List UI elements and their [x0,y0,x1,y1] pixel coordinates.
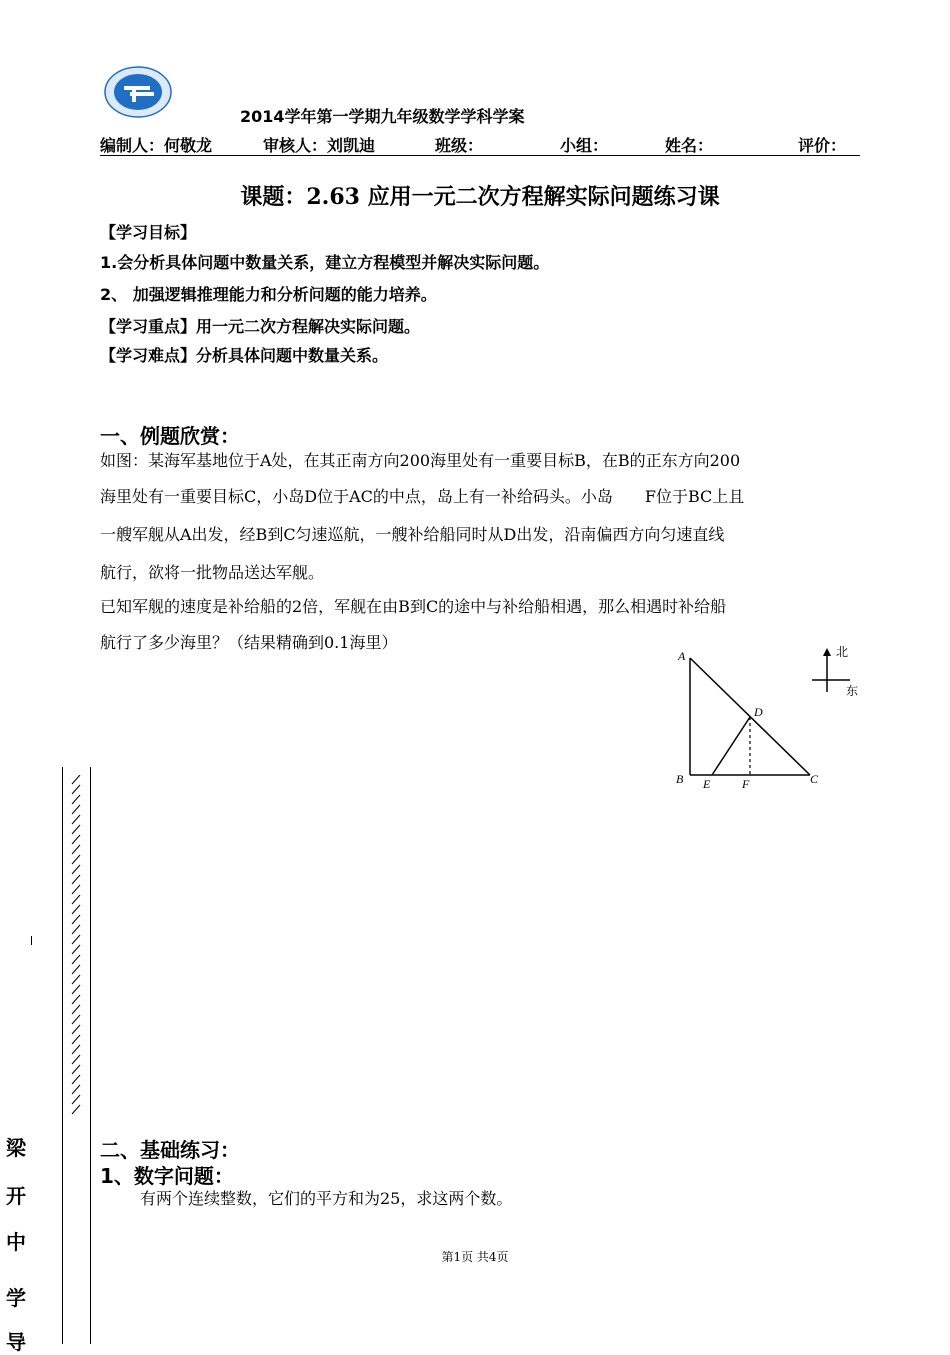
hatch-mark [72,1085,80,1094]
hatch-mark [72,1065,80,1074]
section2-subheading: 1、数字问题： [100,1164,234,1188]
hatch-mark [72,855,80,864]
example-line-1: 如图：某海军基地位于A处，在其正南方向200海里处有一重要目标B，在B的正东方向200 [100,451,741,470]
hatch-mark [72,785,80,794]
hatch-mark [72,1105,80,1114]
rating-label: 评价： [798,136,847,155]
hatch-mark [72,1045,80,1054]
hatch-mark [72,835,80,844]
side-char-2: 开 [6,1184,26,1208]
label-b: B [676,772,684,786]
hatch-mark [72,875,80,884]
label-f: F [742,777,750,791]
hatch-mark [72,895,80,904]
editor-label: 编制人：何敬龙 [100,136,213,155]
hatch-mark [72,795,80,804]
example-line-4: 航行，欲将一批物品送达军舰。 [100,563,325,582]
binding-hatch [66,775,86,1120]
key-point: 【学习重点】用一元二次方程解决实际问题。 [100,317,421,336]
hatch-mark [72,995,80,1004]
example-line-5: 已知军舰的速度是补给船的2倍，军舰在由B到C的途中与补给船相遇，那么相遇时补给船 [100,597,727,616]
lesson-title: 课题：2.63 应用一元二次方程解实际问题练习课 [240,184,720,210]
name-label: 姓名： [665,136,714,155]
hatch-mark [72,935,80,944]
hatch-mark [72,1015,80,1024]
group-label: 小组： [560,136,609,155]
hatch-mark [72,845,80,854]
hatch-mark [72,945,80,954]
compass-east: 东 [846,684,859,698]
hatch-mark [72,975,80,984]
school-logo [104,66,172,118]
hatch-mark [72,815,80,824]
hatch-mark [72,955,80,964]
hatch-mark [72,805,80,814]
number-problem: 有两个连续整数，它们的平方和为25，求这两个数。 [140,1189,513,1208]
hatch-mark [72,1005,80,1014]
label-d: D [754,705,763,719]
example-line-6: 航行了多少海里？（结果精确到0.1海里） [100,633,398,652]
reviewer-label: 审核人：刘凯迪 [263,136,376,155]
section1-heading: 一、例题欣赏： [100,424,240,448]
hatch-mark [72,1025,80,1034]
section2-heading: 二、基础练习： [100,1138,240,1162]
side-char-4: 学 [6,1286,26,1310]
class-label: 班级： [435,136,484,155]
page-footer: 第1页 共4页 [441,1250,509,1264]
difficulty-point: 【学习难点】分析具体问题中数量关系。 [100,346,389,365]
example-line-2: 海里处有一重要目标C，小岛D位于AC的中点，岛上有一补给码头。小岛 F位于BC上且 [100,487,745,506]
goal-item-2: 2、 加强逻辑推理能力和分析问题的能力培养。 [100,285,437,304]
side-char-3: 中 [6,1230,26,1254]
hatch-mark [72,1095,80,1104]
hatch-mark [72,965,80,974]
goals-heading: 【学习目标】 [100,223,197,242]
side-char-5: 导 [6,1330,26,1354]
geometry-diagram [670,640,860,795]
hatch-mark [72,865,80,874]
school-title: 2014学年第一学期九年级数学学科学案 [240,107,525,126]
hatch-mark [72,1075,80,1084]
label-a: A [678,649,686,663]
hatch-mark [72,1055,80,1064]
binding-tick [31,936,32,945]
hatch-mark [72,915,80,924]
hatch-mark [72,985,80,994]
hatch-mark [72,925,80,934]
hatch-mark [72,825,80,834]
hatch-mark [72,905,80,914]
hatch-mark [72,1035,80,1044]
label-c: C [810,772,819,786]
goal-item-1: 1.会分析具体问题中数量关系，建立方程模型并解决实际问题。 [100,253,550,272]
compass-north: 北 [836,645,849,659]
meta-row [100,133,860,156]
side-char-1: 梁 [6,1136,26,1160]
label-e: E [703,777,711,791]
example-line-3: 一艘军舰从A出发，经B到C匀速巡航，一艘补给船同时从D出发，沿南偏西方向匀速直线 [100,525,725,544]
hatch-mark [72,775,80,784]
hatch-mark [72,885,80,894]
